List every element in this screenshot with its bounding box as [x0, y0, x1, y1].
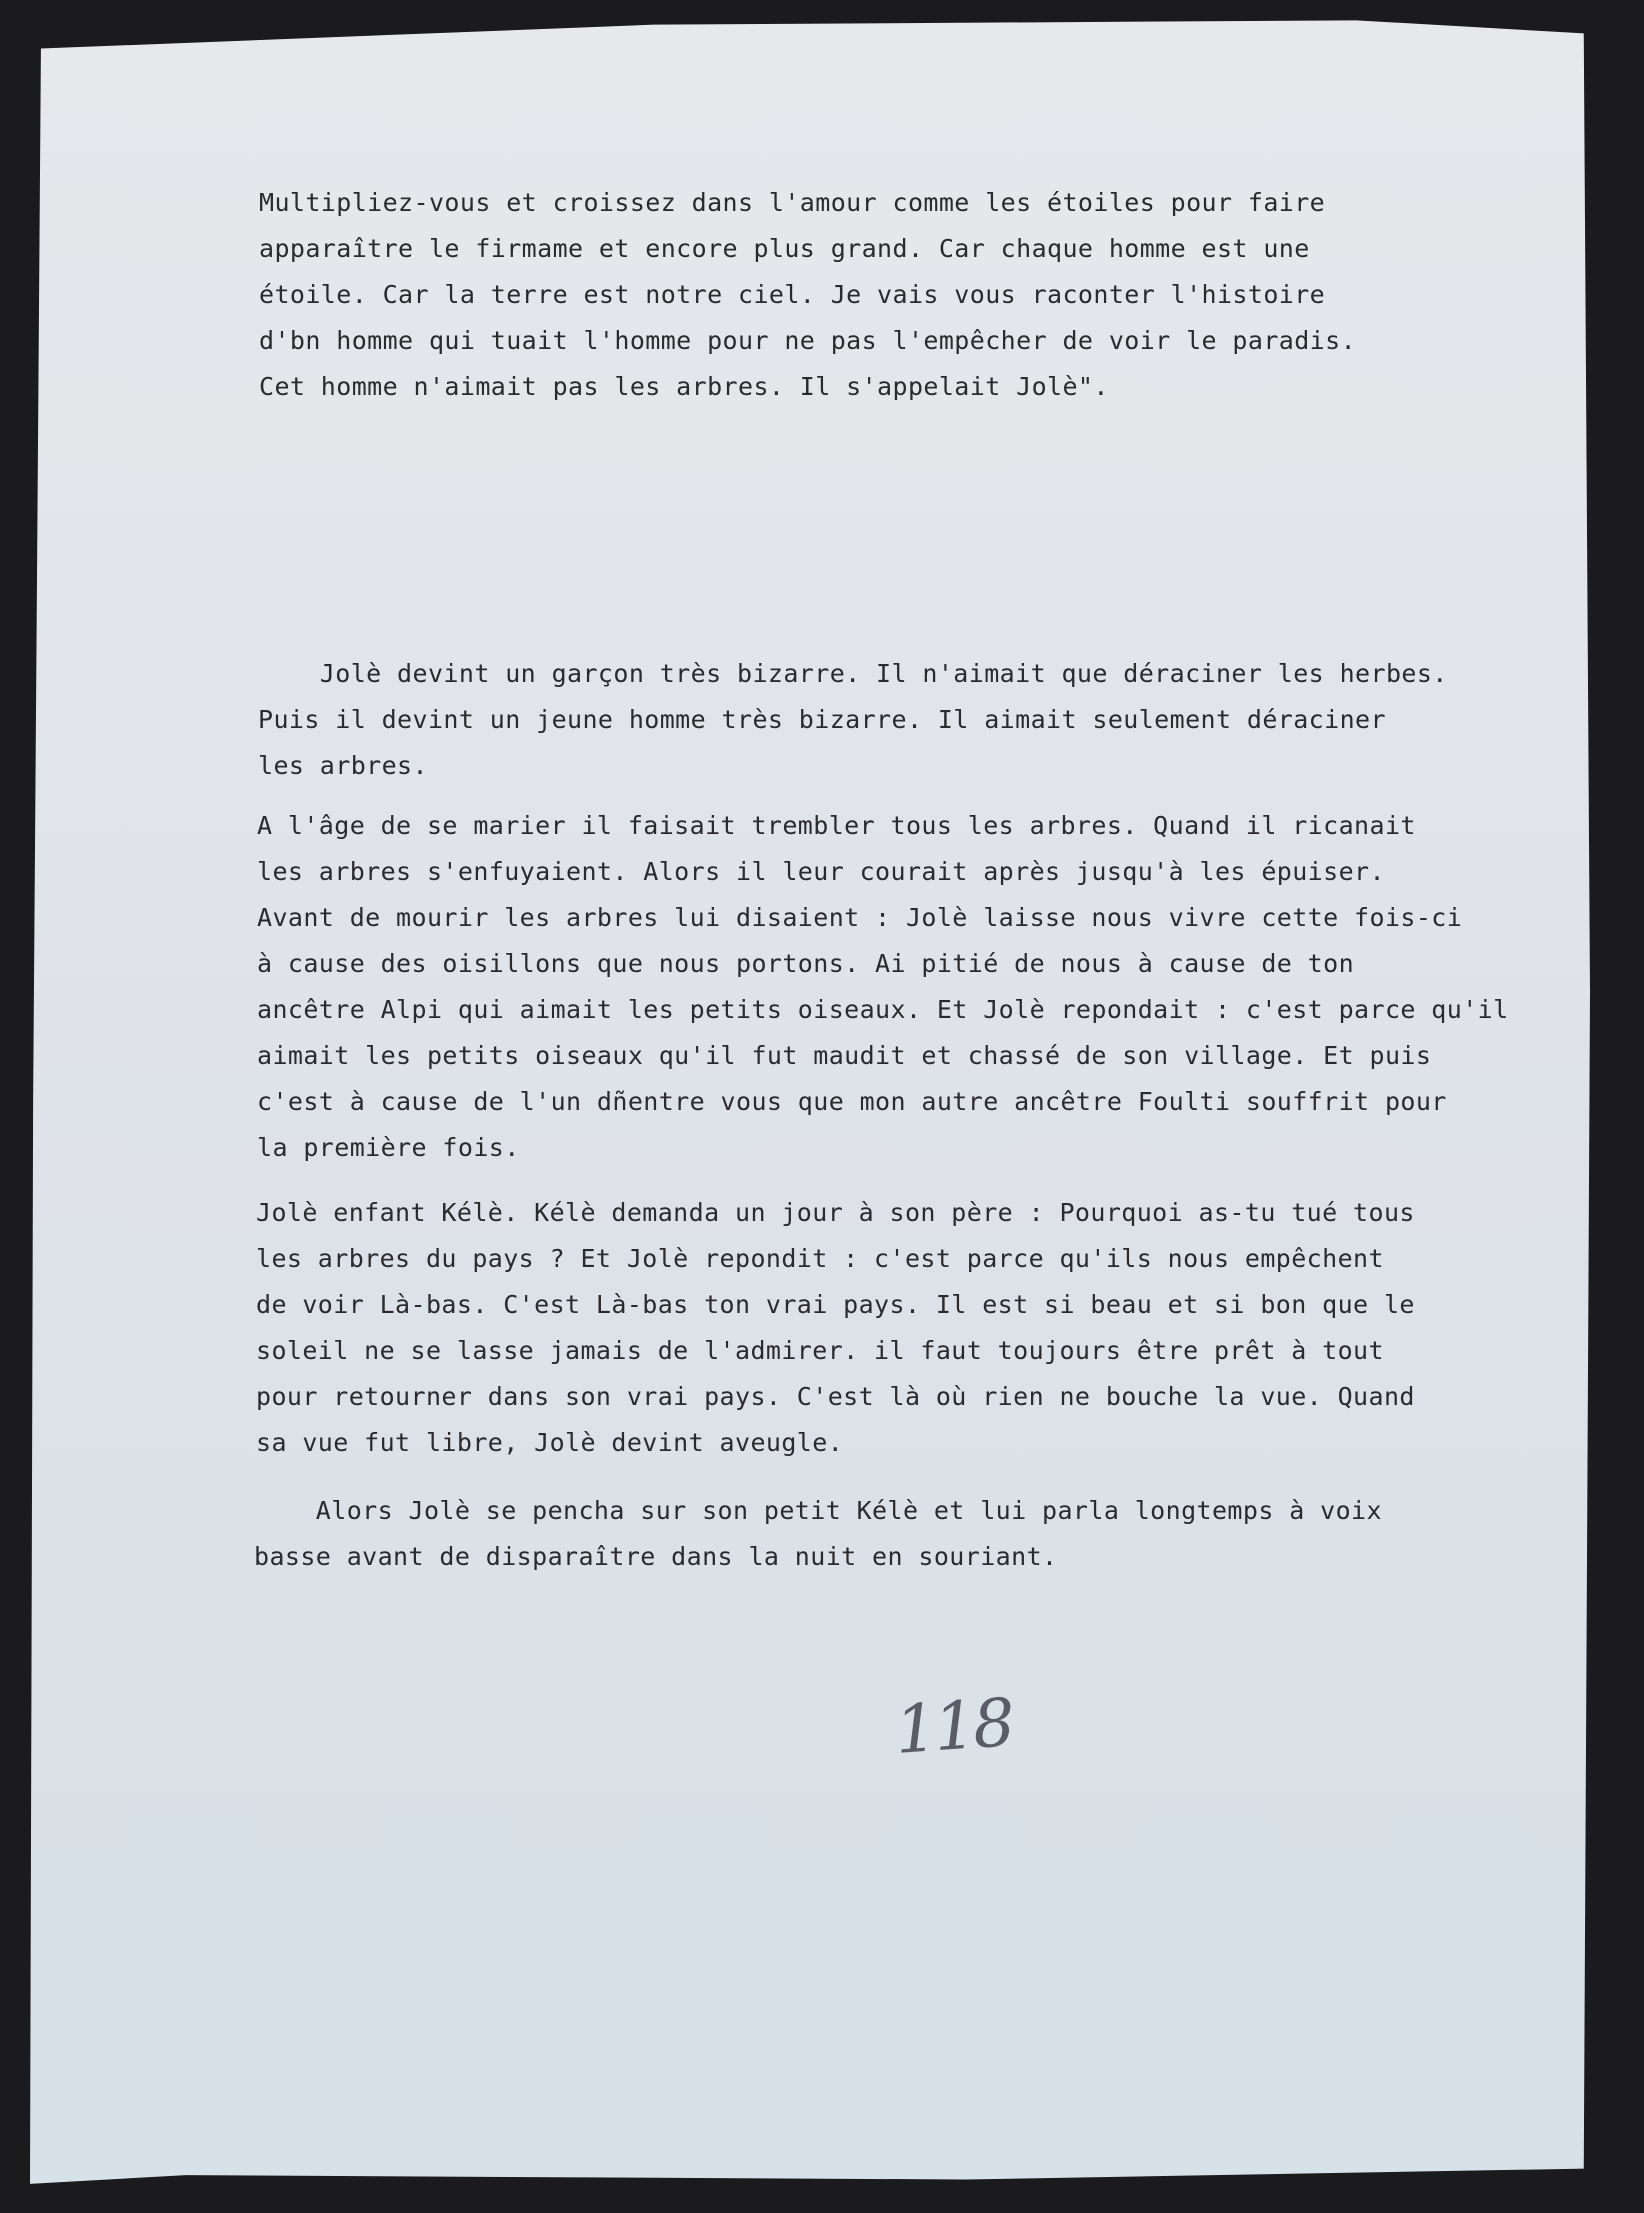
text-line: les arbres.	[258, 751, 428, 780]
text-line: ancêtre Alpi qui aimait les petits oiseaux. Et Jolè repondait : c'est parce qu'il	[257, 995, 1509, 1024]
text-line: Puis il devint un jeune homme très bizarre. Il aimait seulement déraciner	[258, 705, 1386, 734]
text-line: Jolè devint un garçon très bizarre. Il n'aimait que déraciner les herbes.	[258, 659, 1448, 688]
text-line: soleil ne se lasse jamais de l'admirer. il faut toujours être prêt à tout	[256, 1336, 1384, 1365]
text-line: Cet homme n'aimait pas les arbres. Il s'appelait Jolè".	[259, 372, 1109, 401]
text-line: sa vue fut libre, Jolè devint aveugle.	[256, 1428, 844, 1457]
handwritten-page-number: 118	[892, 1684, 1015, 1769]
text-line: Jolè enfant Kélè. Kélè demanda un jour à son père : Pourquoi as-tu tué tous	[256, 1198, 1415, 1227]
text-line: pour retourner dans son vrai pays. C'est là où rien ne bouche la vue. Quand	[256, 1382, 1415, 1411]
text-line: de voir Là-bas. C'est Là-bas ton vrai pays. Il est si beau et si bon que le	[256, 1290, 1415, 1319]
text-line: A l'âge de se marier il faisait trembler tous les arbres. Quand il ricanait	[257, 811, 1416, 840]
text-line: aimait les petits oiseaux qu'il fut maudit et chassé de son village. Et puis	[257, 1041, 1432, 1070]
text-line: basse avant de disparaître dans la nuit en souriant.	[254, 1542, 1058, 1571]
text-line: Avant de mourir les arbres lui disaient : Jolè laisse nous vivre cette fois-ci	[257, 903, 1463, 932]
text-line: étoile. Car la terre est notre ciel. Je vais vous raconter l'histoire	[259, 280, 1326, 309]
text-line: les arbres du pays ? Et Jolè repondit : c'est parce qu'ils nous empêchent	[256, 1244, 1384, 1273]
text-line: apparaître le firmame et encore plus grand. Car chaque homme est une	[259, 234, 1310, 263]
text-line: c'est à cause de l'un dñentre vous que mon autre ancêtre Foulti souffrit pour	[257, 1087, 1447, 1116]
text-line: la première fois.	[257, 1133, 520, 1162]
text-line: les arbres s'enfuyaient. Alors il leur courait après jusqu'à les épuiser.	[257, 857, 1385, 886]
text-line: d'bn homme qui tuait l'homme pour ne pas l'empêcher de voir le paradis.	[259, 326, 1357, 355]
text-line: à cause des oisillons que nous portons. Ai pitié de nous à cause de ton	[257, 949, 1355, 978]
text-line: Alors Jolè se pencha sur son petit Kélè et lui parla longtemps à voix	[254, 1496, 1382, 1525]
text-line: Multipliez-vous et croissez dans l'amour comme les étoiles pour faire	[259, 188, 1326, 217]
